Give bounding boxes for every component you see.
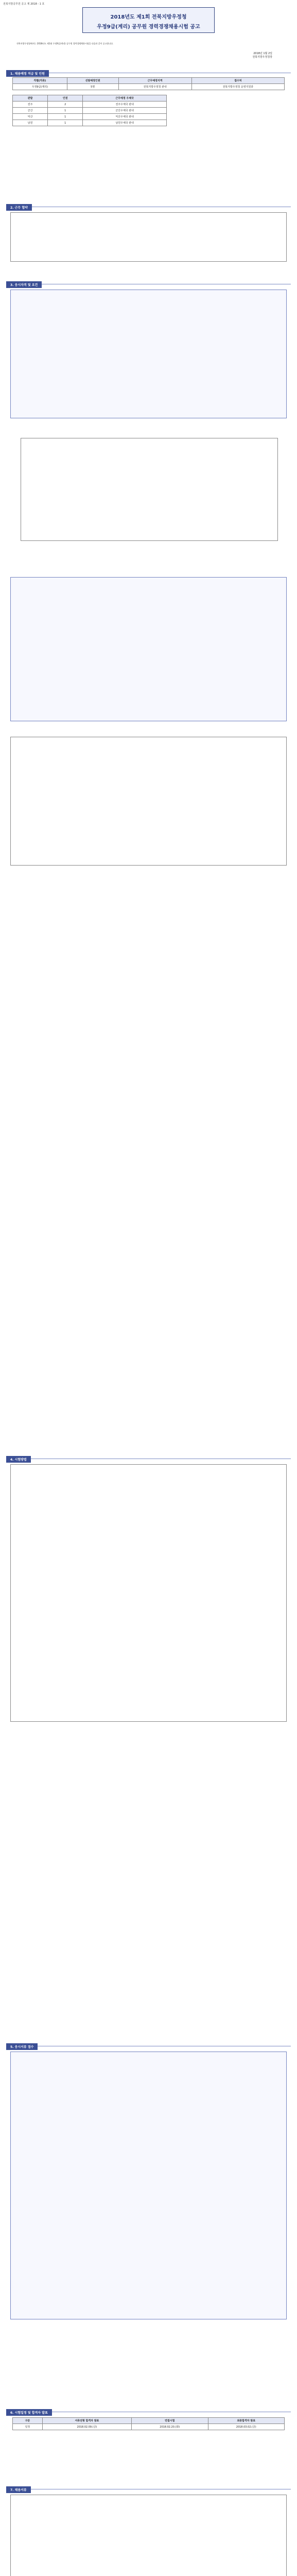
- table-cell: 전북지방우정청 관내: [118, 84, 191, 90]
- table-row: [13, 84, 285, 90]
- table-header: 최종합격자 발표: [208, 2418, 285, 2424]
- table-row: [13, 108, 167, 114]
- schedule-table: [12, 2417, 285, 2430]
- title-line-2: 우정9급(계리) 공무원 경력경쟁채용시험 공고: [97, 24, 200, 30]
- notice-date: 2018년 1월 2일: [253, 52, 272, 55]
- table-cell: 1: [48, 114, 83, 120]
- table-header-row: [13, 2418, 285, 2424]
- table-header: 접수처: [191, 78, 284, 84]
- table-header: 근무예정 우체국: [83, 95, 167, 101]
- required-documents-box: [10, 2495, 287, 2576]
- table-cell: 남원: [13, 120, 48, 126]
- table-cell: 전북지방우정청 운영지원과: [191, 84, 284, 90]
- documents-note-box: [10, 737, 287, 866]
- section-2-label: 2. 근무 협약: [6, 204, 32, 211]
- section-6-header: [6, 2406, 291, 2415]
- title-line-1: 2018년도 제1회 전북지방우정청: [110, 14, 187, 20]
- table-header-row: [13, 78, 285, 84]
- section-7-label: 7. 채용서류: [6, 2486, 31, 2493]
- exam-method-box: [10, 1464, 287, 1722]
- section-5-label: 5. 응시서류 접수: [6, 2043, 38, 2050]
- table-cell: 익산우체국 관내: [83, 114, 167, 120]
- table-cell: 2018.02.20.(화): [132, 2424, 208, 2430]
- table-cell: 익산: [13, 114, 48, 120]
- intro-text: 전북지방우정청에서는 2018년도 제1회 우정9급(계리) 공무원 경력경쟁채용시험을 다음과 같이 공고합니다.: [16, 42, 114, 45]
- section-4-label: 4. 시험방법: [6, 1456, 31, 1463]
- table-header: 서류전형 합격자 발표: [42, 2418, 131, 2424]
- table-cell: 전주: [13, 101, 48, 108]
- table-header: 면접시험: [132, 2418, 208, 2424]
- qualification-box: [10, 577, 287, 721]
- section-5-header: [6, 2040, 291, 2049]
- eligibility-detail-box: [21, 438, 278, 541]
- table-cell: 일정: [13, 2424, 43, 2430]
- signer: 전북지방우정청장: [252, 56, 272, 59]
- table-cell: 1: [48, 120, 83, 126]
- table-cell: 1: [48, 108, 83, 114]
- section-2-header: [6, 201, 291, 210]
- table-cell: 군산: [13, 108, 48, 114]
- table-row: [13, 120, 167, 126]
- table-cell: 2: [48, 101, 83, 108]
- section-3-header: [6, 278, 291, 287]
- section-6-label: 6. 시험일정 및 합격자 발표: [6, 2409, 52, 2416]
- section-1-header: [6, 67, 291, 76]
- section-3-label: 3. 응시자격 및 요건: [6, 281, 42, 288]
- table-header: 관할: [13, 95, 48, 101]
- table-cell: 남원우체국 관내: [83, 120, 167, 126]
- title-box: [82, 7, 215, 33]
- table-header-row: [13, 95, 167, 101]
- table-header: 선발예정인원: [67, 78, 118, 84]
- section-7-header: [6, 2483, 291, 2492]
- regions-table: [12, 95, 167, 126]
- table-row: [13, 2424, 285, 2430]
- section-4-header: [6, 1453, 291, 1462]
- table-header: 직렬(직류): [13, 78, 67, 84]
- table-cell: 2018.03.02.(금): [208, 2424, 285, 2430]
- table-cell: 5명: [67, 84, 118, 90]
- table-cell: 군산우체국 관내: [83, 108, 167, 114]
- table-cell: 우정9급(계리): [13, 84, 67, 90]
- application-box: [10, 2052, 287, 2319]
- table-cell: 전주우체국 관내: [83, 101, 167, 108]
- table-header: 근무예정지역: [118, 78, 191, 84]
- table-cell: 2018.02.09.(금): [42, 2424, 131, 2430]
- table-header: 구분: [13, 2418, 43, 2424]
- positions-table: [12, 77, 285, 90]
- table-row: [13, 101, 167, 108]
- notice-number: 전북지방공무원 공고 제 2018 - 1 호: [3, 3, 45, 6]
- conditions-box: [10, 212, 287, 262]
- section-1-label: 1. 채용예정 직급 및 인원: [6, 70, 49, 77]
- eligibility-box: [10, 290, 287, 418]
- table-row: [13, 114, 167, 120]
- table-header: 인원: [48, 95, 83, 101]
- signature: [252, 52, 272, 59]
